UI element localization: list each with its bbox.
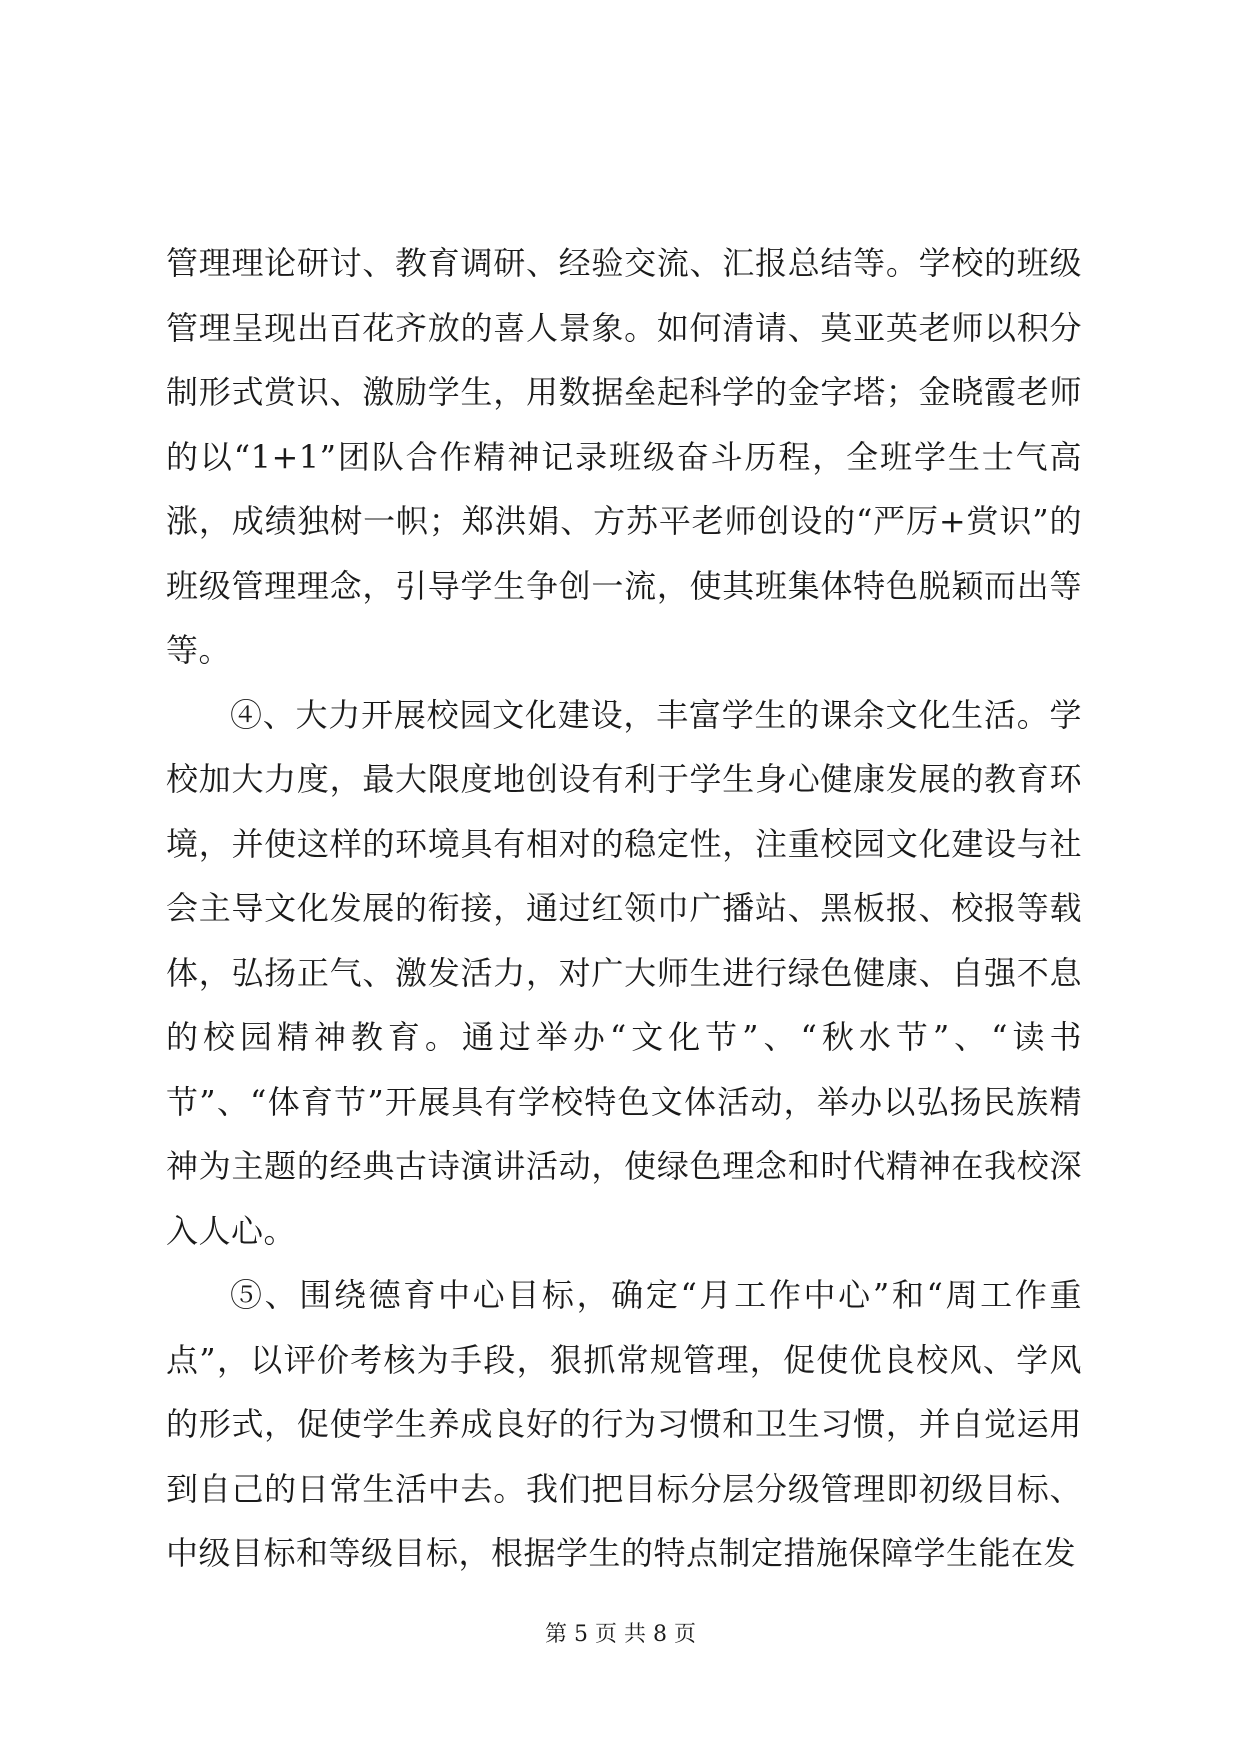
paragraph-class-management: 管理理论研讨、教育调研、经验交流、汇报总结等。学校的班级管理呈现出百花齐放的喜人景象。如何清请、莫亚英老师以积分制形式赏识、激励学生，用数据垒起科学的金字塔；金晓霞老师的以“1+1”团队合作精神记录班级奋斗历程，全班学生士气高涨，成绩独树一帜；郑洪娟、方苏平老师创设的“严厉+赏识”的班级管理理念，引导学生争创一流，使其班集体特色脱颖而出等等。: [166, 244, 1082, 669]
document-body: [166, 231, 1082, 1586]
paragraph-moral-education-goals: ⑤、围绕德育中心目标，确定“月工作中心”和“周工作重点”，以评价考核为手段，狠抓常规管理，促使优良校风、学风的形式，促使学生养成良好的行为习惯和卫生习惯，并自觉运用到自己的日常生活中去。我们把目标分层分级管理即初级目标、中级目标和等级目标，根据学生的特点制定措施保障学生能在发: [166, 1276, 1082, 1572]
paragraph-campus-culture: ④、大力开展校园文化建设，丰富学生的课余文化生活。学校加大力度，最大限度地创设有利于学生身心健康发展的教育环境，并使这样的环境具有相对的稳定性，注重校园文化建设与社会主导文化发展的衔接，通过红领巾广播站、黑板报、校报等载体，弘扬正气、激发活力，对广大师生进行绿色健康、自强不息的校园精神教育。通过举办“文化节”、“秋水节”、“读书节”、“体育节”开展具有学校特色文体活动，举办以弘扬民族精神为主题的经典古诗演讲活动，使绿色理念和时代精神在我校深入人心。: [166, 695, 1082, 1250]
page-number-footer: 第 5 页 共 8 页: [545, 1622, 696, 1647]
